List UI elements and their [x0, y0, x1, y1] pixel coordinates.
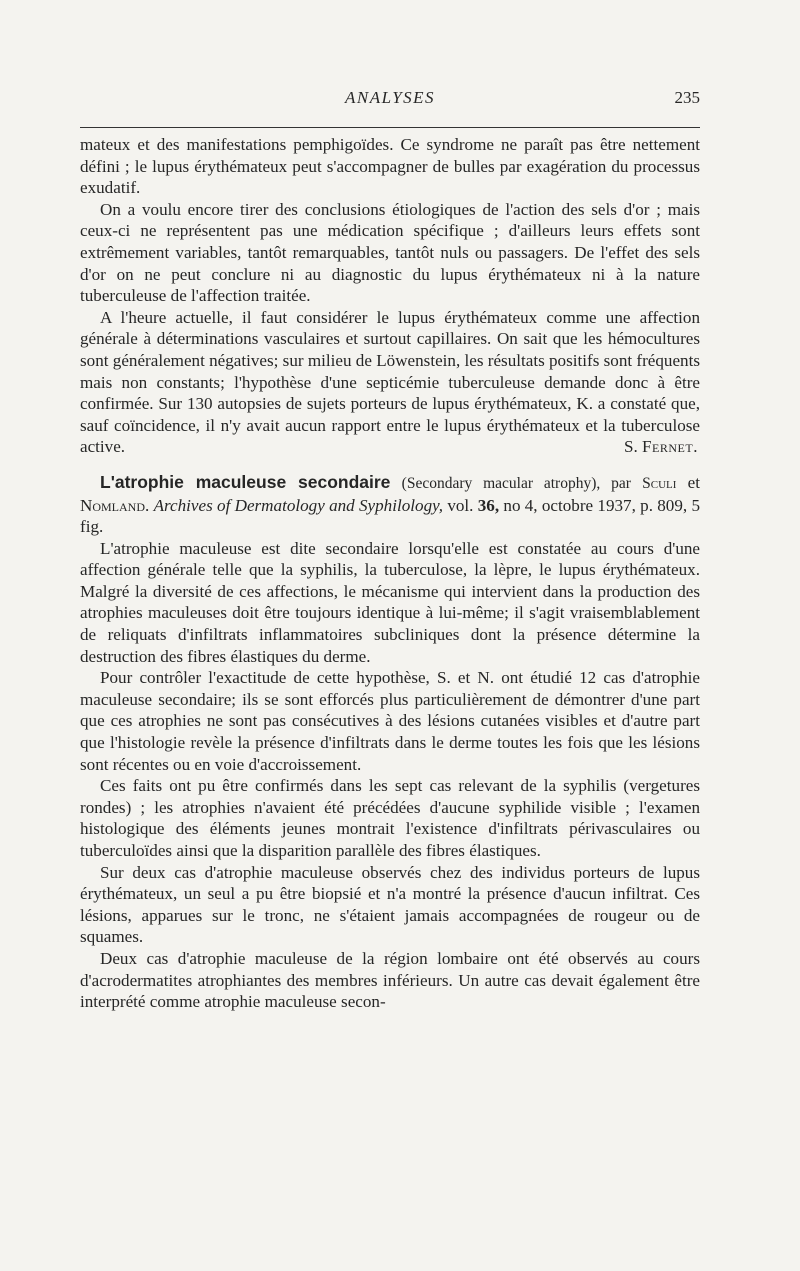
page-header — [80, 88, 700, 118]
volume-number: 36, — [477, 495, 500, 515]
body-text — [80, 134, 700, 1013]
prev-article-paragraph: mateux et des manifestations pemphigoïdes. Ce syndrome ne paraît pas être nettement défini ; le lupus érythémateux peut s'accompagner de bulles par exagération du processus exudatif. — [80, 135, 700, 198]
author-conjunction: et — [687, 472, 701, 492]
article-paragraph: Pour contrôler l'exactitude de cette hypothèse, S. et N. ont étudié 12 cas d'atrophie maculeuse secondaire; ils se sont efforcés plus particulièrement de démontrer d'une part que ces atrophies ne sont pas consécutives à des lésions cutanées visibles et d'autre part que l'histologie revèle la présence d'infiltrats dans le derme toutes les fois que les lésions sont récentes ou en voie d'accroissement. — [80, 668, 700, 774]
header-rule — [80, 127, 700, 128]
article-heading — [80, 472, 700, 538]
signature-name: Fernet. — [642, 437, 698, 457]
article-paragraph: L'atrophie maculeuse est dite secondaire lorsqu'elle est constatée au cours d'une affection générale telle que la syphilis, la tuberculose, la lèpre, le lupus érythémateux. Malgré la diversité de ces affections, le mécanisme qui intervient dans la production des atrophies maculeuses doit être toujours identique à lui-même; il s'agit vraisemblablement de reliquats d'infiltrats inflammatoires subcliniques dont la présence détermine la destruction des fibres élastiques du derme. — [80, 538, 700, 666]
article-title: L'atrophie maculeuse secondaire — [100, 471, 391, 492]
author-name: Nomland. — [80, 495, 150, 515]
signature-initial: S. — [623, 437, 638, 457]
prev-article-paragraph: On a voulu encore tirer des conclusions étiologiques de l'action des sels d'or ; mais ceux-ci ne représentent pas une médication spécifique ; d'ailleurs leurs effets sont extrêmement variables, tantôt remarquables, tantôt nuls ou passagers. De l'effet des sels d'or on ne peut conclure ni au diagnostic du lupus érythémateux ni à la nature tuberculeuse de l'affection traitée. — [80, 199, 700, 306]
article-paragraph: Deux cas d'atrophie maculeuse de la région lombaire ont été observés au cours d'acrodermatites atrophiantes des membres inférieurs. Un autre cas devait également être interprété comme atrophie maculeuse secon- — [80, 948, 700, 1012]
article-paragraph: Sur deux cas d'atrophie maculeuse observés chez des individus porteurs de lupus érythémateux, un seul a pu être biopsié et n'a montré la présence d'aucun infiltrat. Ces lésions, apparues sur le tronc, ne s'étaient jamais accompagnées de rougeur ou de squames. — [80, 862, 700, 947]
author-name: Sculi — [642, 474, 677, 492]
issue-number: no 4, — [503, 495, 538, 515]
prev-article-paragraph — [80, 307, 700, 458]
paragraph-text: A l'heure actuelle, il faut considérer le lupus érythémateux comme une affection générale à déterminations vasculaires et surtout capillaires. On sait que les hémocultures sont généralement négatives; sur milieu de Löwenstein, les résultats positifs sont fréquents mais non constants; l'hypothèse d'une septicémie tuberculeuse demande donc à être confirmée. Sur 130 autopsies de sujets porteurs de lupus érythémateux, K. a constaté que, sauf coïncidence, il n'y avait aucun rapport entre le lupus érythémateux et la tuberculose active. — [80, 307, 700, 457]
signature — [604, 436, 698, 458]
citation-date: octobre 1937, p. 809, 5 fig. — [80, 495, 700, 537]
running-title: ANALYSES — [344, 88, 436, 107]
volume-label: vol. — [447, 495, 474, 515]
journal-name: Archives of Dermatology and Syphilology, — [153, 495, 444, 515]
article-paragraph: Ces faits ont pu être confirmés dans les sept cas relevant de la syphilis (vergetures rondes) ; les atrophies n'avaient été précédées d'aucune syphilide visible ; l'examen histologique des éléments jeunes montrait l'existence d'infiltrats périvasculaires ou tuberculoïdes ainsi que la disparition parallèle des fibres élastiques. — [80, 776, 700, 860]
article-original-title: (Secondary macular atrophy), par — [401, 474, 631, 492]
page-number: 235 — [674, 88, 700, 107]
